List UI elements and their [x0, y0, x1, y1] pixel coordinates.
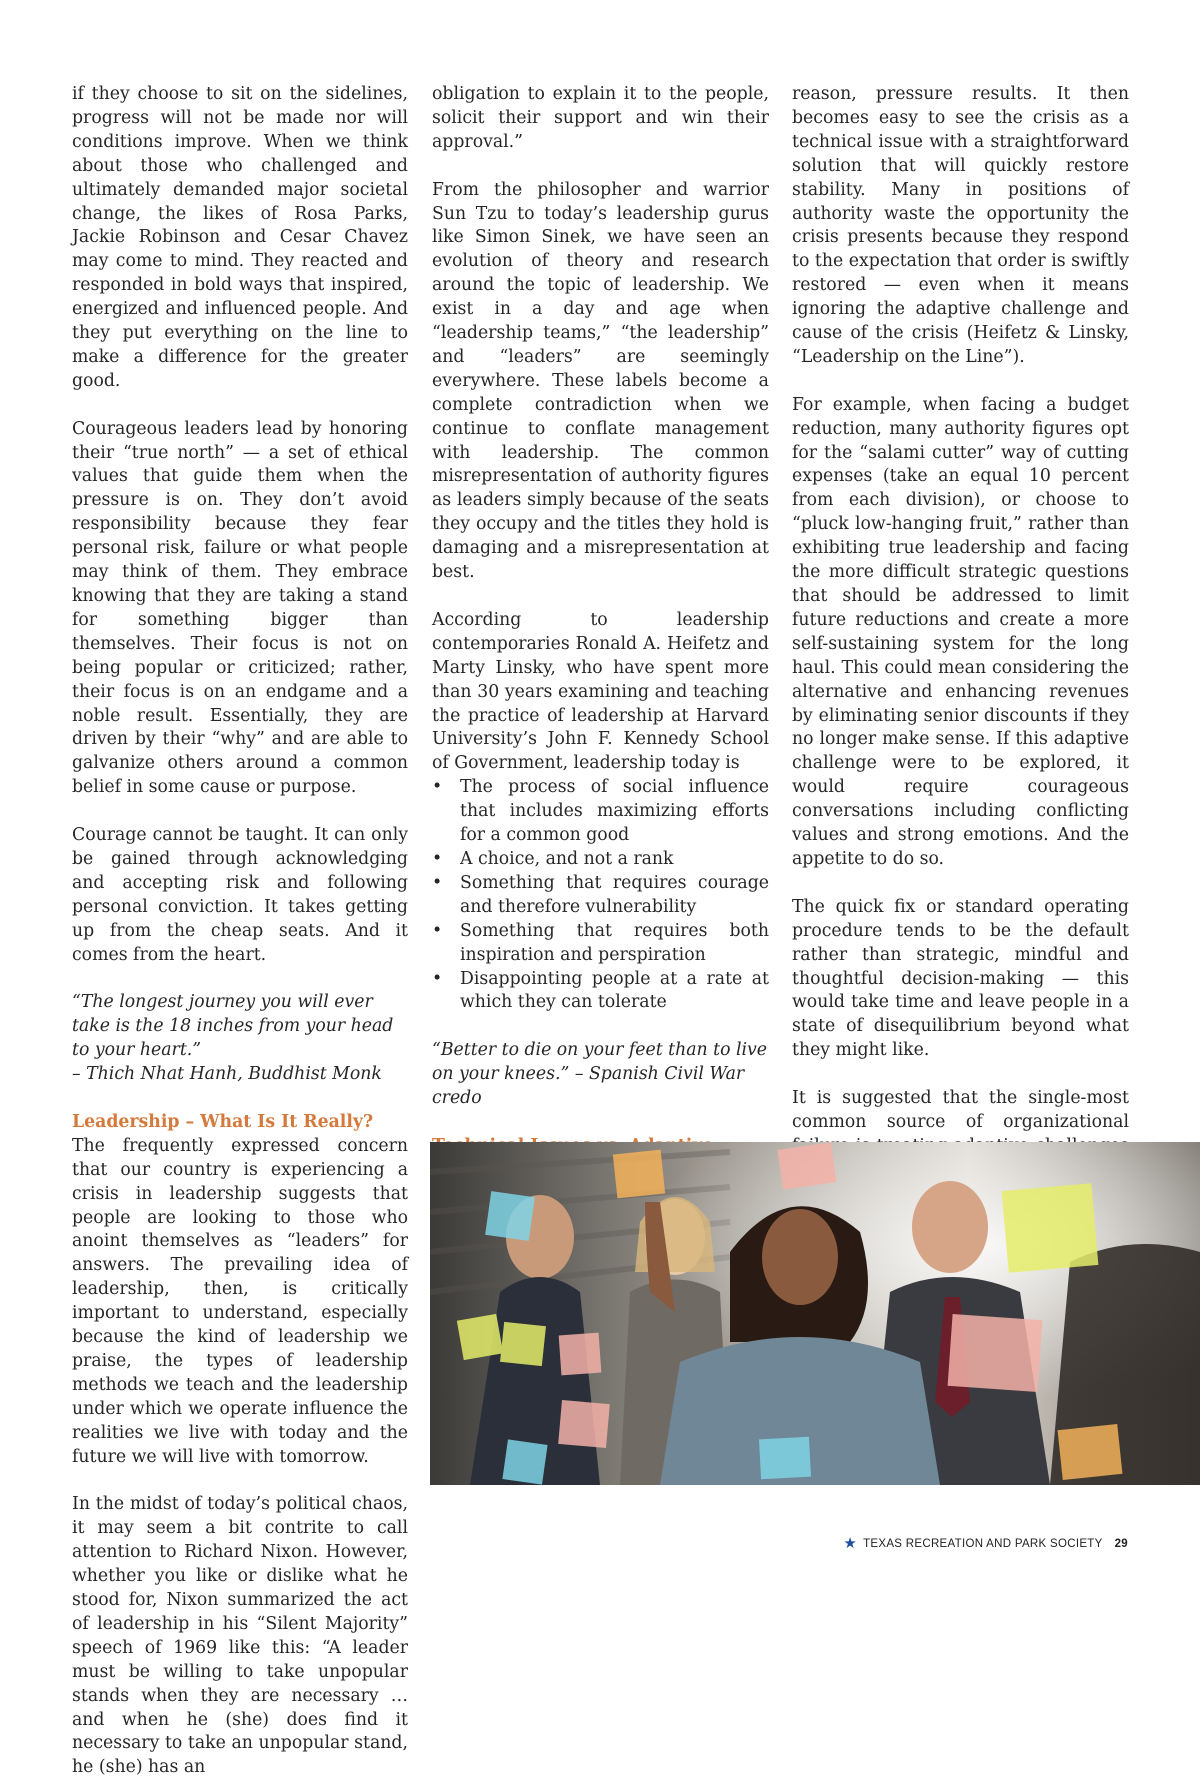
paragraph: reason, pressure results. It then becomes easy to see the crisis as a technical issue with a straightforward solution that will quickly restore stability. Many in positions of authority waste the opportunity the crisis presents because they respond to the expectation that order is swiftly restored — even when it means ignoring the adaptive challenge and cause of the crisis (Heifetz & Linsky, “Leadership on the Line”).	[792, 84, 1129, 367]
column-1	[72, 83, 408, 1780]
paragraph: It is suggested that the single-most common source of organizational	[792, 1088, 1129, 1132]
pull-quote	[72, 991, 408, 1087]
list-item: • Something that requires courage and therefore vulnerability	[432, 872, 769, 920]
paragraph: The frequently expressed concern that our country is experiencing a crisis in leadership suggests that people are looking to those who anoint themselves as “leaders” for answers. The prevailing idea of leadership, then, is critically important to understand, especially because the kind of leadership we praise, the types of leadership methods we teach and the leadership under which we operate influence the realities we live with today and the future we will live with tomorrow.	[72, 1135, 408, 1467]
paragraph: According to leadership contemporaries Ronald A. Heifetz and Marty Linsky, who have spent more than 30 years examining and teaching the practice of leadership at Harvard University’s John F. Kennedy School of Government, leadership today is	[432, 609, 769, 774]
list-item: • A choice, and not a rank	[432, 848, 769, 872]
star-icon: ★	[843, 1535, 858, 1552]
column-3	[792, 83, 1129, 1326]
publication-name: TEXAS RECREATION AND PARK SOCIETY	[863, 1537, 1103, 1550]
pull-quote: “Better to die on your feet than to live on your knees.” – Spanish Civil War credo	[432, 1040, 768, 1109]
quote-text: “The longest journey you will ever take is the 18 inches from your head to your heart.”	[72, 992, 394, 1061]
paragraph: if they choose to sit on the sidelines, progress will not be made nor will conditions improve. When we think about those who challenged and ultimately demanded major societal change, the likes of Rosa Parks, Jackie Robinson and Cesar Chavez may come to mind. They reacted and responded in bold ways that inspired, energized and influenced people. And they put everything on the line to make a difference for the greater good.	[72, 84, 408, 391]
paragraph: In the midst of today’s political chaos, it may seem a bit contrite to call attention to Richard Nixon. However, whether you like or dislike what he stood for, Nixon summarized the act of leadership in his “Silent Majority” speech of 1969 like this: “A leader must be willing to take unpopular stands when they are necessary … and when he (she) does find it necessary to take an unpopular stand, he (she) has an	[72, 1494, 408, 1778]
list-item: • The process of social influence that includes maximizing efforts for a common good	[432, 776, 769, 848]
paragraph: For example, when facing a budget reduction, many authority figures opt for the “salami cutter” way of cutting expenses (take an equal 10 percent from each division), or choose to “pluck low-hanging fruit,” rather than exhibiting true leadership and facing the more difficult strategic questions that should be addressed to limit future reductions and create a more self-sustaining system for the long haul. This could mean considering the alternative and enhancing revenues by eliminating senior discounts if they no longer make sense. If this adaptive challenge were to be explored, it would require courageous conversations including conflicting values and strong emotions. And the appetite to do so.	[792, 394, 1129, 869]
paragraph: Courageous leaders lead by honoring their “true north” — a set of ethical values that guide them when the pressure is on. They don’t avoid responsibility because they fear personal risk, failure or what people may think of them. They embrace knowing that they are taking a stand for something bigger than themselves. Their focus is not on being popular or criticized; rather, their focus is on an endgame and a noble result. Essentially, they are driven by their “why” and are able to galvanize others around a common belief in some cause or purpose.	[72, 418, 408, 798]
page-number: 29	[1114, 1537, 1128, 1550]
section-heading: Leadership – What Is It Really?	[72, 1111, 374, 1132]
paragraph: obligation to explain it to the people, solicit their support and win their approval.”	[432, 84, 769, 152]
list-item: • Something that requires both inspiration and perspiration	[432, 920, 769, 968]
team-sticky-notes-photo	[430, 1142, 1200, 1485]
column-2	[432, 83, 769, 1302]
photo-illustration	[430, 1142, 1200, 1485]
quote-attribution: – Thich Nhat Hanh, Buddhist Monk	[72, 1064, 382, 1085]
paragraph: From the philosopher and warrior Sun Tzu to today’s leadership gurus like Simon Sinek, we have seen an evolution of theory and research around the topic of leadership. We exist in a day and age when “leadership teams,” “the leadership” and “leaders” are seemingly everywhere. These labels become a complete contradiction when we continue to conflate management with leadership. The common misrepresentation of authority figures as leaders simply because of the seats they occupy and the titles they hold is damaging and a misrepresentation at best.	[432, 179, 769, 583]
page-footer	[843, 1536, 1128, 1551]
list-item: • Disappointing people at a rate at which they can tolerate	[432, 968, 769, 1016]
paragraph: The quick fix or standard operating procedure tends to be the default rather than strategic, mindful and thoughtful decision-making — this would take time and leave people in a state of disequilibrium beyond what they might like.	[792, 896, 1129, 1061]
paragraph: Courage cannot be taught. It can only be gained through acknowledging and accepting risk and following personal conviction. It takes getting up from the cheap seats. And it comes from the heart.	[72, 825, 408, 965]
bullet-list	[432, 776, 769, 1015]
